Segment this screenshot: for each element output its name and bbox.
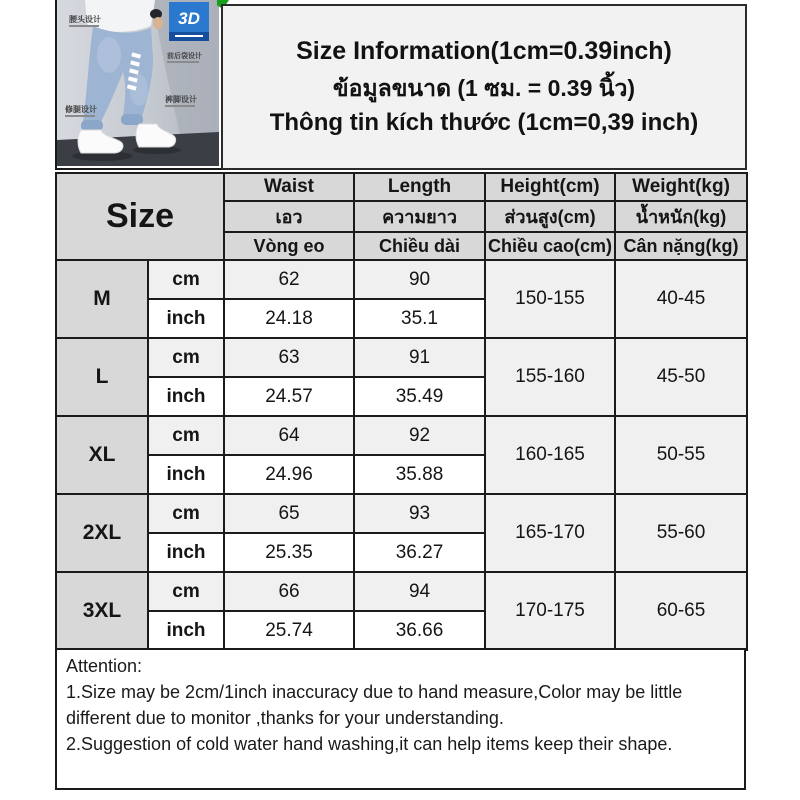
- attention-box: [55, 648, 746, 790]
- height-range: 165-170: [485, 494, 615, 572]
- weight-range: 40-45: [615, 260, 747, 338]
- waist-cm: 62: [224, 260, 354, 299]
- header-height-vi: Chiều cao(cm): [485, 232, 615, 260]
- photo-label-subline: [69, 25, 99, 27]
- attention-line-2: 2.Suggestion of cold water hand washing,it can help items keep their shape.: [66, 734, 673, 755]
- photo-label-leg: 修腿设计: [65, 105, 97, 114]
- size-label-3xl: 3XL: [56, 572, 148, 650]
- header-waist-th: เอว: [224, 201, 354, 232]
- left-cuff: [81, 120, 103, 131]
- waist-cm: 65: [224, 494, 354, 533]
- header-length-th: ความยาว: [354, 201, 485, 232]
- table-row: [56, 494, 747, 533]
- waist-inch: 24.18: [224, 299, 354, 338]
- header-length-vi: Chiều dài: [354, 232, 485, 260]
- length-cm: 93: [354, 494, 485, 533]
- title-box: [221, 4, 747, 170]
- waist-cm: 66: [224, 572, 354, 611]
- unit-inch: inch: [148, 299, 224, 338]
- photo-label-subline: [165, 105, 195, 107]
- table-row: [56, 416, 747, 455]
- title-thai: ข้อมูลขนาด (1 ซม. = 0.39 นิ้ว): [332, 74, 636, 101]
- header-weight-en: Weight(kg): [615, 173, 747, 201]
- unit-inch: inch: [148, 377, 224, 416]
- length-cm: 91: [354, 338, 485, 377]
- unit-cm: cm: [148, 572, 224, 611]
- length-cm: 94: [354, 572, 485, 611]
- photo-label-subline: [167, 61, 199, 63]
- header-weight-th: น้ำหนัก(kg): [615, 201, 747, 232]
- badge-3d-subtext-line: [175, 35, 203, 37]
- length-inch: 35.1: [354, 299, 485, 338]
- unit-inch: inch: [148, 611, 224, 650]
- height-range: 170-175: [485, 572, 615, 650]
- title-english: Size Information(1cm=0.39inch): [296, 37, 672, 65]
- length-cm: 90: [354, 260, 485, 299]
- unit-cm: cm: [148, 260, 224, 299]
- attention-line-1: 1.Size may be 2cm/1inch inaccuracy due to hand measure,Color may be little different due to monitor ,thanks for your understanding.: [66, 682, 683, 729]
- unit-cm: cm: [148, 338, 224, 377]
- badge-3d: [169, 2, 209, 41]
- header-length-en: Length: [354, 173, 485, 201]
- height-range: 155-160: [485, 338, 615, 416]
- height-range: 160-165: [485, 416, 615, 494]
- header-waist-vi: Vòng eo: [224, 232, 354, 260]
- product-photo-art: [57, 0, 219, 166]
- right-cuff: [121, 114, 143, 125]
- table-row: [56, 260, 747, 299]
- photo-label-waistband: 腰头设计: [69, 15, 101, 24]
- height-range: 150-155: [485, 260, 615, 338]
- size-table: [55, 172, 748, 651]
- attention-heading: Attention:: [66, 656, 143, 676]
- size-label-xl: XL: [56, 416, 148, 494]
- hand: [153, 17, 163, 29]
- length-inch: 36.27: [354, 533, 485, 572]
- photo-label-pockets: 前后袋设计: [167, 53, 202, 60]
- table-row: [56, 572, 747, 611]
- badge-3d-text: 3D: [178, 9, 200, 28]
- unit-inch: inch: [148, 533, 224, 572]
- length-inch: 35.88: [354, 455, 485, 494]
- length-inch: 36.66: [354, 611, 485, 650]
- title-vietnamese: Thông tin kích thước (1cm=0,39 inch): [269, 109, 699, 136]
- watch: [150, 9, 162, 19]
- waist-inch: 25.35: [224, 533, 354, 572]
- unit-inch: inch: [148, 455, 224, 494]
- size-label-m: M: [56, 260, 148, 338]
- weight-range: 45-50: [615, 338, 747, 416]
- waist-cm: 64: [224, 416, 354, 455]
- header-height-en: Height(cm): [485, 173, 615, 201]
- size-label-2xl: 2XL: [56, 494, 148, 572]
- waist-inch: 25.74: [224, 611, 354, 650]
- photo-label-subline: [65, 115, 95, 117]
- photo-label-cuff: 裤脚设计: [165, 95, 197, 104]
- size-label-l: L: [56, 338, 148, 416]
- waist-cm: 63: [224, 338, 354, 377]
- table-row: [56, 338, 747, 377]
- header-height-th: ส่วนสูง(cm): [485, 201, 615, 232]
- unit-cm: cm: [148, 494, 224, 533]
- length-inch: 35.49: [354, 377, 485, 416]
- weight-range: 60-65: [615, 572, 747, 650]
- weight-range: 50-55: [615, 416, 747, 494]
- header-waist-en: Waist: [224, 173, 354, 201]
- denim-wash-patch: [97, 37, 121, 73]
- waist-inch: 24.96: [224, 455, 354, 494]
- header-weight-vi: Cân nặng(kg): [615, 232, 747, 260]
- unit-cm: cm: [148, 416, 224, 455]
- header-size: Size: [56, 173, 224, 260]
- weight-range: 55-60: [615, 494, 747, 572]
- waist-inch: 24.57: [224, 377, 354, 416]
- product-photo: [55, 0, 221, 170]
- length-cm: 92: [354, 416, 485, 455]
